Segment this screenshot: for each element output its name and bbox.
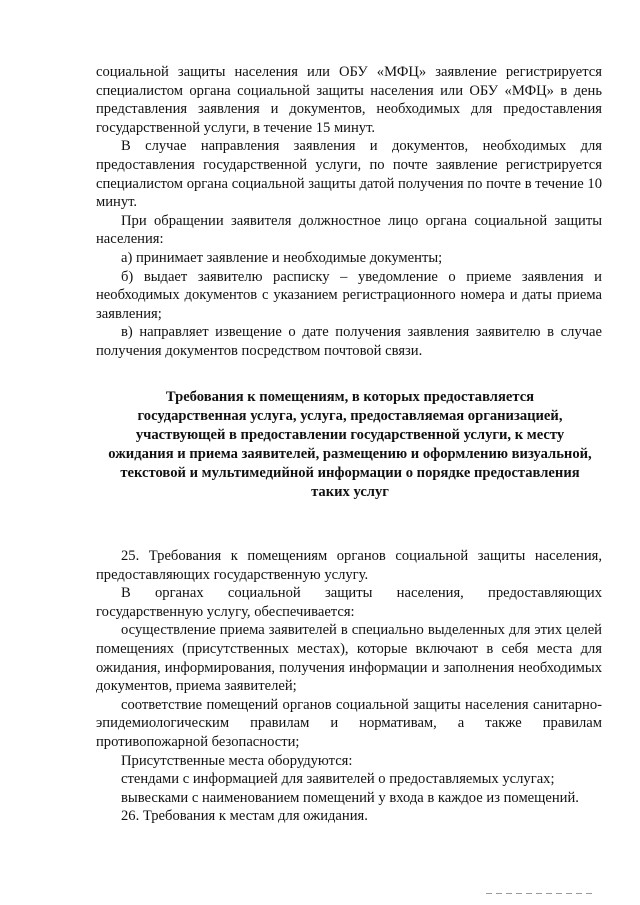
paragraph-9: осуществление приема заявителей в специально выделенных для этих целей помещениях (присутственных местах), которые включают в себя места для ожидания, информирования, получения информации и заполнения необходимых документов, приема заявителей; [96,622,602,695]
scan-edge-mark [486,893,596,894]
paragraph-1: социальной защиты населения или ОБУ «МФЦ» заявление регистрируется специалистом органа социальной защиты населения или ОБУ «МФЦ» в день представления заявления и документов, необходимых для предоставления государственной услуги, в течение 15 минут. [96,64,602,136]
paragraph-3: При обращении заявителя должностное лицо органа социальной защиты населения: [96,212,602,248]
heading-line-1: Требования к помещениям, в которых предоставляется [165,389,535,405]
paragraph-8: В органах социальной защиты населения, предоставляющих государственную услугу, обеспечивается: [96,585,602,620]
text-block-registration [96,63,602,361]
paragraph-2: В случае направления заявления и документов, необходимых для предоставления государственной услуги, по почте заявление регистрируется специалистом органа социальной защиты датой получения по почте в течение 10 минут. [96,138,602,211]
heading-line-4: ожидания и приема заявителей, размещению и оформлению визуальной, [108,446,592,462]
paragraph-7: 25. Требования к помещениям органов социальной защиты населения, предоставляющих государственную услугу. [96,548,602,583]
text-block-premises [96,547,602,826]
paragraph-12: стендами с информацией для заявителей о предоставляемых услугах; [121,771,555,788]
paragraph-4: а) принимает заявление и необходимые документы; [121,249,443,266]
paragraph-11: Присутственные места оборудуются: [121,752,353,769]
paragraph-6: в) направляет извещение о дате получения заявления заявителю в случае получения документов посредством почтовой связи. [96,324,602,359]
heading-line-5: текстовой и мультимедийной информации о порядке предоставления [120,465,580,481]
paragraph-13: вывесками с наименованием помещений у входа в каждое из помещений. [121,789,579,806]
heading-line-3: участвующей в предоставлении государственной услуги, к месту [135,427,565,443]
paragraph-14: 26. Требования к местам для ожидания. [121,808,368,825]
paragraph-10: соответствие помещений органов социальной защиты населения санитарно-эпидемиологическим правилам и нормативам, а также правилам противопожарной безопасности; [96,696,602,750]
heading-line-2: государственная услуга, услуга, предоставляемая организацией, [137,408,563,424]
paragraph-5: б) выдает заявителю расписку – уведомление о приеме заявления и необходимых документов с указанием регистрационного номера и даты приема заявления; [96,268,602,322]
section-heading [98,388,602,502]
heading-line-6: таких услуг [311,484,389,500]
